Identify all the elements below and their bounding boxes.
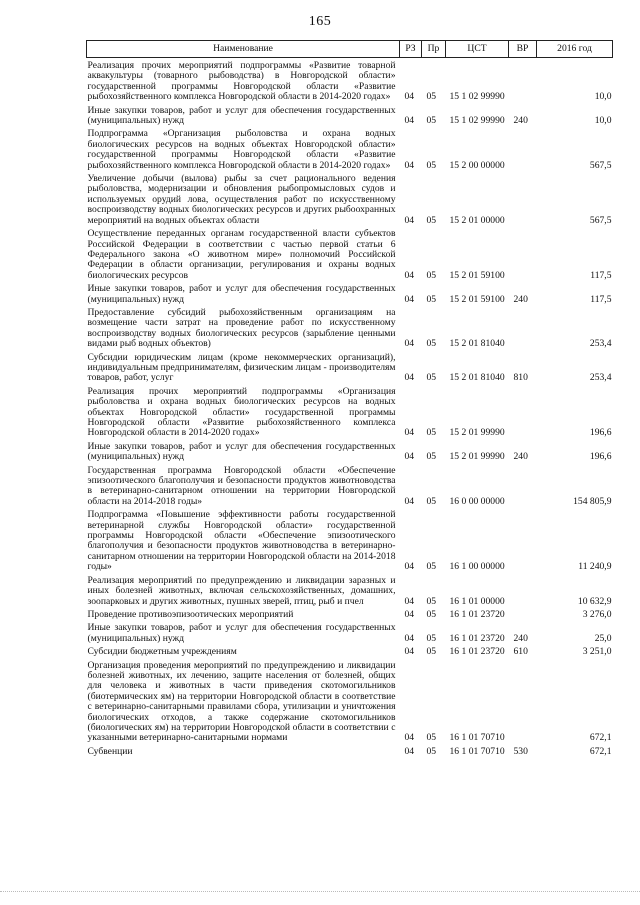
row-sum: 253,4 bbox=[589, 372, 612, 384]
row-pr: 05 bbox=[426, 595, 437, 607]
row-name: Проведение противоэпизоотических мероприятий bbox=[87, 608, 294, 620]
row-sum: 154 805,9 bbox=[573, 495, 612, 507]
row-rz: 04 bbox=[404, 451, 415, 463]
row-sum: 196,6 bbox=[589, 451, 612, 463]
table-row bbox=[87, 350, 613, 384]
table-header-row bbox=[87, 41, 613, 58]
row-pr: 05 bbox=[426, 745, 437, 757]
header-pr: Пр bbox=[422, 41, 446, 58]
row-vr bbox=[509, 658, 537, 744]
table-row bbox=[87, 126, 613, 171]
row-vr: 240 bbox=[513, 115, 528, 127]
budget-table bbox=[86, 40, 613, 757]
row-vr bbox=[509, 607, 537, 620]
row-name: Субсидии юридическим лицам (кроме некоммерческих организаций), индивидуальным предпринимателям, физическим лицам - производителям товаров, работ, услуг bbox=[87, 351, 396, 384]
row-rz: 04 bbox=[404, 214, 415, 226]
table-row bbox=[87, 171, 613, 226]
row-cst: 15 2 01 00000 bbox=[449, 214, 505, 226]
row-rz: 04 bbox=[404, 293, 415, 305]
row-pr: 05 bbox=[426, 214, 437, 226]
row-vr bbox=[509, 507, 537, 572]
row-name: Подпрограмма «Организация рыболовства и охрана водных биологических ресурсов на водных объектах Новгородской области» государственной программы Новгородской области «Развитие рыбохозяйственного комплекса Новгородской области в 2014-2020 годах» bbox=[87, 128, 396, 171]
row-cst: 16 1 01 70710 bbox=[449, 732, 505, 744]
table-row bbox=[87, 281, 613, 305]
row-sum: 117,5 bbox=[590, 293, 612, 305]
row-vr: 240 bbox=[513, 293, 528, 305]
row-vr: 610 bbox=[513, 646, 528, 658]
row-vr bbox=[509, 573, 537, 607]
row-rz: 04 bbox=[404, 646, 415, 658]
row-rz: 04 bbox=[404, 595, 415, 607]
row-pr: 05 bbox=[426, 372, 437, 384]
row-vr bbox=[509, 58, 537, 103]
row-cst: 15 2 01 81040 bbox=[449, 338, 505, 350]
row-name: Организация проведения мероприятий по предупреждению и ликвидации болезней животных, их лечению, защите населения от болезней, общих для человека и животных в части приведения скотомогильников (биотермических ям) на территории Новгородской области в соответствие с ветеринарно-санитарными правилами сбора, утилизации и уничтожения биологических отходов, а также содержание скотомогильников (биологических ям) на территории Новгородской области в соответствии с указанными ветеринарно-санитарными нормами bbox=[87, 659, 396, 744]
row-rz: 04 bbox=[404, 561, 415, 573]
row-vr: 240 bbox=[513, 632, 528, 644]
row-vr bbox=[509, 171, 537, 226]
table-row bbox=[87, 305, 613, 350]
row-rz: 04 bbox=[404, 745, 415, 757]
table-row bbox=[87, 463, 613, 508]
table-row bbox=[87, 226, 613, 281]
row-sum: 672,1 bbox=[589, 745, 612, 757]
row-cst: 15 2 01 81040 bbox=[449, 372, 505, 384]
row-name: Иные закупки товаров, работ и услуг для обеспечения государственных (муниципальных) нужд bbox=[87, 622, 396, 644]
header-name: Наименование bbox=[87, 41, 400, 58]
table-row bbox=[87, 607, 613, 620]
row-cst: 16 1 01 00000 bbox=[449, 595, 505, 607]
row-vr bbox=[509, 126, 537, 171]
row-name: Осуществление переданных органам государственной власти субъектов Российской Федерации в соответствии с частью первой статьи 6 Федерального закона «О животном мире» полномочий Российской Федерации в области организации, регулирования и охраны водных биологических ресурсов bbox=[87, 228, 396, 281]
scan-edge-divider bbox=[0, 891, 640, 894]
row-sum: 117,5 bbox=[590, 269, 612, 281]
row-rz: 04 bbox=[404, 338, 415, 350]
row-name: Предоставление субсидий рыбохозяйственным организациям на возмещение части затрат на проведение работ по искусственному воспроизводству водных биологических ресурсов (зарыбление ценными видами рыб водных объектов) bbox=[87, 306, 396, 350]
row-rz: 04 bbox=[404, 427, 415, 439]
row-sum: 10,0 bbox=[594, 115, 612, 127]
row-sum: 567,5 bbox=[589, 214, 612, 226]
row-vr bbox=[509, 463, 537, 508]
row-vr bbox=[509, 226, 537, 281]
row-cst: 16 1 01 70710 bbox=[449, 745, 505, 757]
row-cst: 16 0 00 00000 bbox=[449, 495, 505, 507]
page-number: 165 bbox=[308, 14, 332, 29]
table-row bbox=[87, 58, 613, 103]
row-sum: 25,0 bbox=[594, 632, 612, 644]
row-vr: 240 bbox=[513, 451, 528, 463]
table-row bbox=[87, 103, 613, 127]
row-vr bbox=[509, 384, 537, 439]
row-name: Подпрограмма «Повышение эффективности работы государственной ветеринарной службы Новгородской области» государственной программы Новгородской области «Обеспечение эпизоотического благополучия и безопасности продуктов животноводства в ветеринарно-санитарном отношении на территории Новгородской области на 2014-2018 годы» bbox=[87, 509, 396, 573]
header-rz: РЗ bbox=[400, 41, 422, 58]
row-name: Иные закупки товаров, работ и услуг для обеспечения государственных (муниципальных) нужд bbox=[87, 104, 396, 127]
row-pr: 05 bbox=[426, 451, 437, 463]
row-rz: 04 bbox=[404, 269, 415, 281]
row-cst: 15 1 02 99990 bbox=[449, 115, 505, 127]
row-pr: 05 bbox=[426, 338, 437, 350]
row-cst: 15 2 01 99990 bbox=[449, 451, 505, 463]
row-sum: 253,4 bbox=[589, 338, 612, 350]
row-sum: 672,1 bbox=[589, 732, 612, 744]
row-rz: 04 bbox=[404, 159, 415, 171]
row-cst: 16 1 01 23720 bbox=[449, 646, 505, 658]
table-row bbox=[87, 507, 613, 572]
header-cst: ЦСТ bbox=[446, 41, 509, 58]
row-rz: 04 bbox=[404, 608, 415, 620]
row-cst: 15 2 01 59100 bbox=[449, 293, 505, 305]
row-cst: 15 1 02 99990 bbox=[449, 91, 505, 103]
row-pr: 05 bbox=[426, 561, 437, 573]
table-row bbox=[87, 439, 613, 463]
row-pr: 05 bbox=[426, 632, 437, 644]
row-name: Иные закупки товаров, работ и услуг для обеспечения государственных (муниципальных) нужд bbox=[87, 440, 396, 463]
row-sum: 196,6 bbox=[589, 427, 612, 439]
row-pr: 05 bbox=[426, 646, 437, 658]
row-name: Государственная программа Новгородской области «Обеспечение эпизоотического благополучия и безопасности продуктов животноводства в ветеринарно-санитарном отношении на территории Новгородской области на 2014-2018 годы» bbox=[87, 464, 396, 507]
row-rz: 04 bbox=[404, 732, 415, 744]
header-year: 2016 год bbox=[537, 41, 613, 58]
row-cst: 16 1 01 23720 bbox=[449, 608, 505, 620]
table-row bbox=[87, 644, 613, 657]
row-name: Субвенции bbox=[87, 745, 133, 757]
row-sum: 10,0 bbox=[594, 91, 612, 103]
header-vr: ВР bbox=[509, 41, 537, 58]
table-row bbox=[87, 744, 613, 757]
row-cst: 15 2 01 99990 bbox=[449, 427, 505, 439]
table-row bbox=[87, 573, 613, 607]
table-row bbox=[87, 620, 613, 644]
row-sum: 3 276,0 bbox=[582, 608, 612, 620]
row-cst: 15 2 01 59100 bbox=[449, 269, 505, 281]
row-rz: 04 bbox=[404, 632, 415, 644]
row-cst: 16 1 01 23720 bbox=[449, 632, 505, 644]
row-pr: 05 bbox=[426, 115, 437, 127]
row-sum: 567,5 bbox=[589, 159, 612, 171]
row-sum: 10 632,9 bbox=[577, 595, 612, 607]
row-name: Субсидии бюджетным учреждениям bbox=[87, 646, 237, 658]
row-rz: 04 bbox=[404, 372, 415, 384]
table-row bbox=[87, 658, 613, 744]
row-cst: 16 1 00 00000 bbox=[449, 561, 505, 573]
row-pr: 05 bbox=[426, 269, 437, 281]
row-pr: 05 bbox=[426, 159, 437, 171]
row-rz: 04 bbox=[404, 495, 415, 507]
row-pr: 05 bbox=[426, 427, 437, 439]
row-name: Реализация прочих мероприятий подпрограммы «Развитие товарной аквакультуры (товарного рыбоводства) в Новгородской области» государственной программы Новгородской области «Развитие рыбохозяйственного комплекса Новгородской области в 2014-2020 годах» bbox=[87, 60, 396, 103]
row-vr: 530 bbox=[513, 745, 528, 757]
row-pr: 05 bbox=[426, 495, 437, 507]
row-name: Реализация мероприятий по предупреждению и ликвидации заразных и иных болезней животных, включая сельскохозяйственных, домашних, зоопарковых и других животных, пушных зверей, птиц, рыб и пчел bbox=[87, 574, 396, 607]
row-pr: 05 bbox=[426, 91, 437, 103]
row-sum: 11 240,9 bbox=[578, 561, 612, 573]
row-vr: 810 bbox=[513, 372, 528, 384]
row-pr: 05 bbox=[426, 293, 437, 305]
table-row bbox=[87, 384, 613, 439]
row-name: Увеличение добычи (вылова) рыбы за счет рационального ведения рыболовства, модернизации и обновления рыбопромысловых судов и используемых орудий лова, осуществления работ по искусственному воспроизводству водных биологических ресурсов и других рыбоохранных мероприятий на водных объектах области bbox=[87, 173, 396, 226]
row-pr: 05 bbox=[426, 732, 437, 744]
row-rz: 04 bbox=[404, 115, 415, 127]
row-name: Иные закупки товаров, работ и услуг для обеспечения государственных (муниципальных) нужд bbox=[87, 283, 396, 305]
row-pr: 05 bbox=[426, 608, 437, 620]
row-rz: 04 bbox=[404, 91, 415, 103]
row-name: Реализация прочих мероприятий подпрограммы «Организация рыболовства и охрана водных биологических ресурсов на водных объектах Новгородской области» государственной программы Новгородской области «Развитие рыбохозяйственного комплекса Новгородской области в 2014-2020 годах» bbox=[87, 385, 396, 439]
row-cst: 15 2 00 00000 bbox=[449, 159, 505, 171]
row-vr bbox=[509, 305, 537, 350]
row-sum: 3 251,0 bbox=[582, 646, 612, 658]
